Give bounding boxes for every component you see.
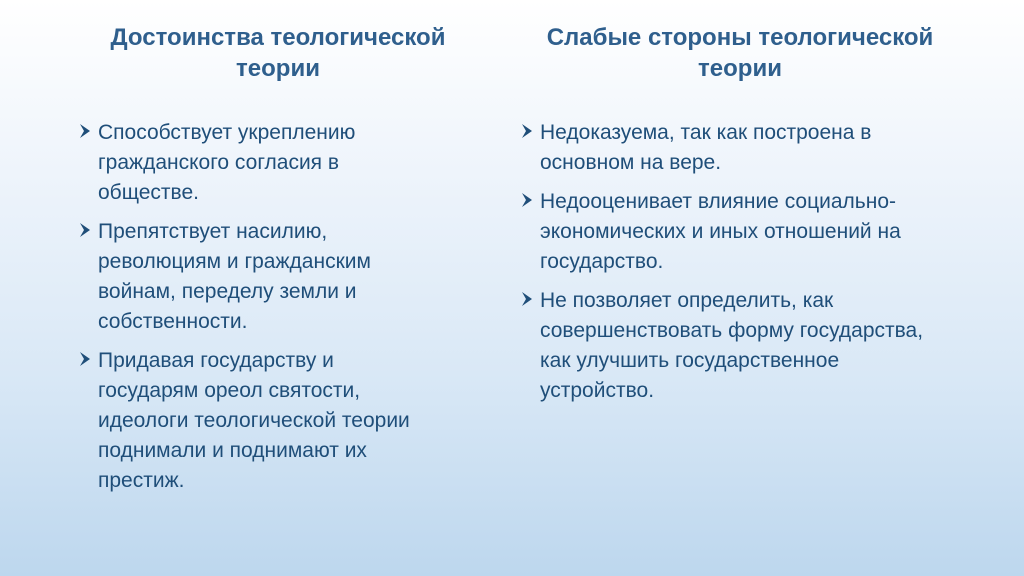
list-item-text: Не позволяет определить, как совершенствовать форму государства, как улучшить государственное устройство. <box>540 289 924 402</box>
advantages-list <box>78 118 418 505</box>
list-item-text: Недоказуема, так как построена в основном на вере. <box>540 121 872 174</box>
list-item <box>78 217 418 337</box>
list-item-text: Способствует укреплению гражданского согласия в обществе. <box>98 121 356 204</box>
weaknesses-heading: Слабые стороны теологической теории <box>546 24 934 82</box>
advantages-column <box>78 22 478 492</box>
list-item-text: Препятствует насилию, революциям и гражданским войнам, переделу земли и собственности. <box>98 220 371 333</box>
list-item <box>520 187 940 277</box>
arrow-bullet-icon <box>78 219 96 243</box>
list-item-text: Недооценивает влияние социально-экономических и иных отношений на государство. <box>540 190 901 273</box>
arrow-bullet-icon <box>520 120 538 144</box>
list-item <box>78 118 418 208</box>
list-item <box>520 286 940 406</box>
arrow-bullet-icon <box>520 189 538 213</box>
list-item-text: Придавая государству и государям ореол святости, идеологи теологической теории поднимали и поднимают их престиж. <box>98 349 410 492</box>
list-item <box>520 118 940 178</box>
weaknesses-column <box>520 22 960 402</box>
arrow-bullet-icon <box>520 288 538 312</box>
arrow-bullet-icon <box>78 120 96 144</box>
weaknesses-list <box>520 118 940 415</box>
advantages-heading: Достоинства теологической теории <box>110 24 446 82</box>
arrow-bullet-icon <box>78 348 96 372</box>
list-item <box>78 346 418 496</box>
